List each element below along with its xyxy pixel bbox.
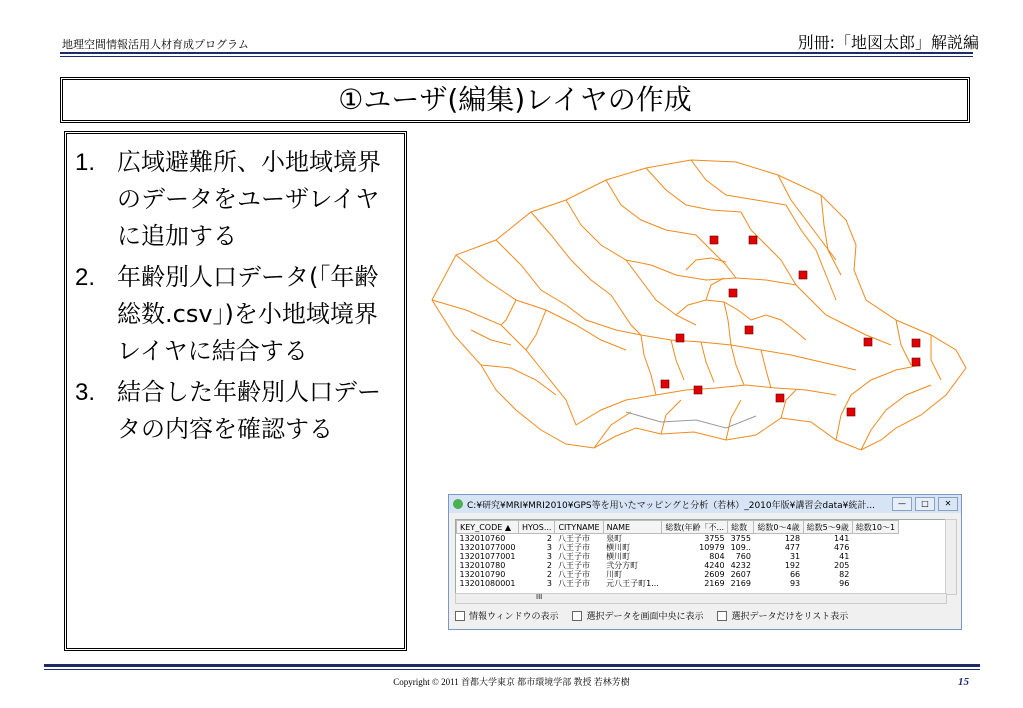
- table-cell: 横川町: [606, 552, 631, 561]
- table-cell: 13201080001: [459, 579, 516, 588]
- table-cell: 476: [834, 543, 850, 552]
- table-cell: [852, 579, 898, 588]
- table-cell: 82: [839, 570, 850, 579]
- column-header[interactable]: CITYNAME: [555, 521, 603, 534]
- table-cell: 3755: [730, 534, 751, 543]
- attribute-table[interactable]: [455, 519, 947, 595]
- footer-rule-thin: [44, 669, 980, 670]
- option-center-selected[interactable]: [572, 609, 703, 622]
- table-cell: 132010780: [459, 561, 506, 570]
- footer-rule: [44, 664, 980, 667]
- table-cell: 760: [735, 552, 751, 561]
- step-text: 広域避難所、小地域境界のデータをユーザレイヤに追加する: [117, 148, 381, 250]
- shelter-marker[interactable]: [912, 339, 920, 347]
- table-cell: 元八王子町1...: [606, 579, 659, 588]
- column-header[interactable]: NAME: [603, 521, 662, 534]
- table-cell: 2169: [704, 579, 725, 588]
- option-info-window[interactable]: [455, 609, 558, 622]
- table-body[interactable]: [457, 534, 899, 589]
- column-header[interactable]: 総数5～9歳: [803, 521, 852, 534]
- table-cell: 2607: [730, 570, 751, 579]
- shelter-marker[interactable]: [710, 236, 718, 244]
- close-icon[interactable]: ✕: [938, 497, 958, 511]
- table-cell: 2: [546, 570, 552, 579]
- table-cell: 3: [546, 579, 552, 588]
- copyright: Copyright © 2011 首都大学東京 都市環境学部 教授 若林芳樹: [393, 677, 630, 687]
- table-header-row: [457, 521, 899, 534]
- checkbox[interactable]: [572, 611, 582, 621]
- table-cell: 2609: [704, 570, 725, 579]
- table-cell: 13201077000: [459, 543, 516, 552]
- step-number: 2.: [75, 264, 96, 291]
- table-cell: 3: [546, 543, 552, 552]
- option-label: 選択データだけをリスト表示: [731, 612, 849, 622]
- vertical-scrollbar[interactable]: [945, 519, 957, 595]
- header-rule: [60, 52, 973, 54]
- header-rule-thin: [60, 56, 973, 57]
- table-row[interactable]: [457, 552, 899, 561]
- table-cell: 96: [839, 579, 850, 588]
- app-icon: [453, 499, 463, 509]
- table-cell: 41: [839, 552, 850, 561]
- step-number: 3.: [75, 379, 96, 406]
- shelter-marker[interactable]: [661, 380, 669, 388]
- option-list-selected-only[interactable]: [717, 609, 848, 622]
- step-item: [75, 144, 396, 255]
- step-text: 結合した年齢別人口データの内容を確認する: [117, 378, 381, 443]
- horizontal-scrollbar[interactable]: [455, 593, 947, 604]
- page-number: 15: [958, 676, 969, 688]
- table-cell: 141: [834, 534, 850, 543]
- column-header[interactable]: HYOS...: [519, 521, 555, 534]
- shelter-marker[interactable]: [847, 408, 855, 416]
- table-cell: 804: [709, 552, 725, 561]
- table-cell: 2: [546, 561, 552, 570]
- table-cell: 川町: [606, 570, 623, 579]
- table-cell: 八王子市: [557, 543, 590, 552]
- display-options: [455, 609, 848, 622]
- table-cell: 477: [784, 543, 801, 552]
- table-cell: [852, 543, 898, 552]
- table-cell: 3755: [704, 534, 725, 543]
- shelter-marker[interactable]: [799, 271, 807, 279]
- shelter-marker[interactable]: [864, 338, 872, 346]
- table-cell: 泉町: [606, 534, 623, 543]
- table-cell: 13201077001: [459, 552, 516, 561]
- step-item: [75, 374, 396, 448]
- option-label: 情報ウィンドウの表示: [469, 612, 559, 622]
- program-name: 地理空間情報活用人材育成プログラム: [62, 38, 249, 51]
- table-cell: 31: [789, 552, 801, 561]
- table-cell: 66: [789, 570, 801, 579]
- option-label: 選択データを画面中央に表示: [586, 612, 704, 622]
- table-cell: 八王子市: [557, 579, 590, 588]
- minimize-icon[interactable]: —: [892, 497, 912, 511]
- window-titlebar[interactable]: [449, 495, 961, 513]
- table-cell: [852, 534, 898, 544]
- table-cell: 横川町: [606, 543, 631, 552]
- attribute-table-window[interactable]: [448, 494, 962, 630]
- table-cell: [852, 561, 898, 570]
- steps-panel: [64, 131, 407, 651]
- column-header[interactable]: 総数: [728, 521, 754, 534]
- shelter-marker[interactable]: [912, 358, 920, 366]
- window-title: C:¥研究¥MRI¥MRI2010¥GPS等を用いたマッピングと分析（若林）_2010年版¥講習会data¥統計...: [467, 500, 875, 511]
- table-cell: [852, 552, 898, 561]
- table-cell: 2169: [730, 579, 751, 588]
- checkbox[interactable]: [455, 611, 465, 621]
- table-cell: 192: [784, 561, 801, 570]
- table-row[interactable]: [457, 543, 899, 552]
- table-cell: 128: [784, 534, 801, 543]
- table-cell: 4232: [730, 561, 751, 570]
- shelter-marker[interactable]: [676, 334, 684, 342]
- table-row[interactable]: [457, 579, 899, 588]
- boundary-map: [426, 150, 972, 470]
- table-cell: 205: [834, 561, 850, 570]
- table-cell: 109..: [730, 543, 751, 552]
- table-cell: 八王子市: [557, 570, 590, 579]
- table-cell: 132010760: [459, 534, 506, 543]
- column-header[interactable]: 総数(年齢「不...: [662, 521, 728, 534]
- table-cell: 132010790: [459, 570, 506, 579]
- table-cell: 八王子市: [557, 552, 590, 561]
- shelter-marker[interactable]: [749, 236, 757, 244]
- shelter-marker[interactable]: [776, 394, 784, 402]
- table-cell: 2: [546, 534, 552, 543]
- step-item: [75, 259, 396, 370]
- table-cell: 弐分方町: [606, 561, 639, 570]
- steps-list: [67, 134, 404, 448]
- table-cell: 3: [546, 552, 552, 561]
- column-header[interactable]: 総数10～1: [852, 521, 898, 534]
- shelter-marker[interactable]: [745, 326, 753, 334]
- slide-title: ①ユーザ(編集)レイヤの作成: [60, 77, 970, 123]
- table-cell: [852, 570, 898, 579]
- table-cell: 10979: [699, 543, 725, 552]
- table-cell: 八王子市: [557, 561, 590, 570]
- table-row[interactable]: [457, 561, 899, 570]
- shelter-marker[interactable]: [729, 289, 737, 297]
- table-cell: 八王子市: [557, 534, 590, 543]
- table-cell: 4240: [704, 561, 725, 570]
- step-number: 1.: [75, 149, 96, 176]
- step-text: 年齢別人口データ(「年齢総数.csv」)を小地域境界レイヤに結合する: [117, 263, 379, 365]
- document-subtitle: 別冊:「地図太郎」解説編: [797, 33, 979, 52]
- checkbox[interactable]: [717, 611, 727, 621]
- maximize-icon[interactable]: □: [915, 497, 935, 511]
- table-cell: 93: [789, 579, 801, 588]
- column-header[interactable]: 総数0～4歳: [754, 521, 803, 534]
- table-row[interactable]: [457, 570, 899, 579]
- shelter-marker[interactable]: [694, 386, 702, 394]
- table-row[interactable]: [457, 534, 899, 544]
- column-header[interactable]: KEY_CODE ▲: [457, 521, 519, 534]
- scroll-thumb-grip: III: [536, 593, 543, 601]
